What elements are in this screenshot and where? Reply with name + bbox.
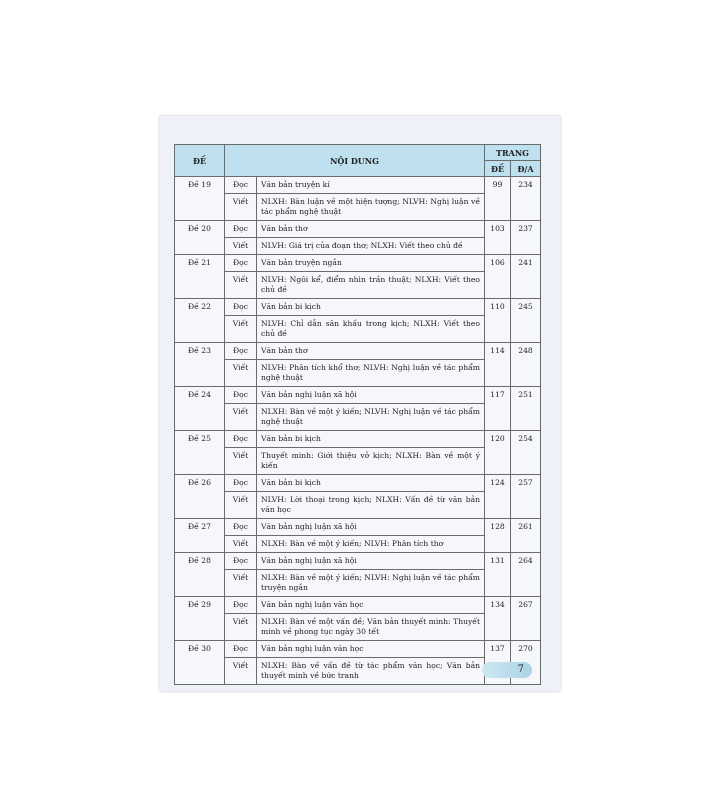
viet-content: NLXH: Bàn về vấn đề từ tác phẩm văn học; Văn bản thuyết minh về bức tranh bbox=[257, 658, 485, 685]
doc-kind: Đọc bbox=[225, 553, 257, 570]
page-de: 120 bbox=[485, 431, 511, 475]
table-body bbox=[175, 177, 541, 685]
page-de: 99 bbox=[485, 177, 511, 221]
de-cell: Đề 28 bbox=[175, 553, 225, 597]
doc-content: Văn bản nghị luận xã hội bbox=[257, 519, 485, 536]
header-de: ĐỀ bbox=[175, 145, 225, 177]
page-de: 124 bbox=[485, 475, 511, 519]
viet-kind: Viết bbox=[225, 448, 257, 475]
table-row bbox=[175, 475, 541, 492]
viet-kind: Viết bbox=[225, 272, 257, 299]
page-de: 131 bbox=[485, 553, 511, 597]
header-de-page: ĐỀ bbox=[485, 161, 511, 177]
doc-content: Văn bản truyện kí bbox=[257, 177, 485, 194]
doc-content: Văn bản truyện ngắn bbox=[257, 255, 485, 272]
doc-kind: Đọc bbox=[225, 387, 257, 404]
de-cell: Đề 30 bbox=[175, 641, 225, 685]
de-cell: Đề 27 bbox=[175, 519, 225, 553]
de-cell: Đề 19 bbox=[175, 177, 225, 221]
viet-kind: Viết bbox=[225, 536, 257, 553]
viet-content: NLVH: Lời thoại trong kịch; NLXH: Vấn đề từ văn bản văn học bbox=[257, 492, 485, 519]
table-of-contents bbox=[174, 144, 541, 685]
viet-kind: Viết bbox=[225, 194, 257, 221]
viet-kind: Viết bbox=[225, 570, 257, 597]
table-row bbox=[175, 255, 541, 272]
page-da: 267 bbox=[511, 597, 541, 641]
table-row bbox=[175, 343, 541, 360]
viet-content: NLVH: Ngôi kể, điểm nhìn trần thuật; NLXH: Viết theo chủ đề bbox=[257, 272, 485, 299]
doc-content: Văn bản nghị luận xã hội bbox=[257, 553, 485, 570]
viet-kind: Viết bbox=[225, 316, 257, 343]
de-cell: Đề 23 bbox=[175, 343, 225, 387]
de-cell: Đề 25 bbox=[175, 431, 225, 475]
page-da: 241 bbox=[511, 255, 541, 299]
page-de: 110 bbox=[485, 299, 511, 343]
viet-content: NLXH: Bàn về một ý kiến; NLVH: Nghị luận về tác phẩm truyện ngắn bbox=[257, 570, 485, 597]
doc-content: Văn bản thơ bbox=[257, 343, 485, 360]
doc-content: Văn bản thơ bbox=[257, 221, 485, 238]
doc-kind: Đọc bbox=[225, 431, 257, 448]
table-row bbox=[175, 597, 541, 614]
doc-content: Văn bản nghị luận văn học bbox=[257, 597, 485, 614]
de-cell: Đề 20 bbox=[175, 221, 225, 255]
doc-content: Văn bản nghị luận xã hội bbox=[257, 387, 485, 404]
page-da: 261 bbox=[511, 519, 541, 553]
doc-kind: Đọc bbox=[225, 221, 257, 238]
header-content: NỘI DUNG bbox=[225, 145, 485, 177]
viet-kind: Viết bbox=[225, 404, 257, 431]
viet-content: NLXH: Bàn về một vấn đề; Văn bản thuyết minh: Thuyết minh về phong tục ngày 30 tết bbox=[257, 614, 485, 641]
page-da: 257 bbox=[511, 475, 541, 519]
table-row bbox=[175, 221, 541, 238]
doc-kind: Đọc bbox=[225, 641, 257, 658]
header-da-page: Đ/A bbox=[511, 161, 541, 177]
page-de: 114 bbox=[485, 343, 511, 387]
page-da: 237 bbox=[511, 221, 541, 255]
table-row bbox=[175, 387, 541, 404]
viet-content: NLXH: Bàn về một ý kiến; NLVH: Nghị luận về tác phẩm nghệ thuật bbox=[257, 404, 485, 431]
doc-kind: Đọc bbox=[225, 475, 257, 492]
doc-content: Văn bản nghị luận văn học bbox=[257, 641, 485, 658]
de-cell: Đề 29 bbox=[175, 597, 225, 641]
page-da: 248 bbox=[511, 343, 541, 387]
page-de: 117 bbox=[485, 387, 511, 431]
doc-kind: Đọc bbox=[225, 255, 257, 272]
viet-kind: Viết bbox=[225, 360, 257, 387]
table-row bbox=[175, 431, 541, 448]
page-de: 137 bbox=[485, 641, 511, 685]
viet-content: NLXH: Bàn luận về một hiện tượng; NLVH: Nghị luận về tác phẩm nghệ thuật bbox=[257, 194, 485, 221]
doc-kind: Đọc bbox=[225, 343, 257, 360]
de-cell: Đề 26 bbox=[175, 475, 225, 519]
page-da: 234 bbox=[511, 177, 541, 221]
viet-kind: Viết bbox=[225, 238, 257, 255]
viet-content: NLVH: Phân tích khổ thơ; NLVH: Nghị luận về tác phẩm nghệ thuật bbox=[257, 360, 485, 387]
doc-content: Văn bản bi kịch bbox=[257, 299, 485, 316]
viet-content: NLVH: Giá trị của đoạn thơ; NLXH: Viết theo chủ đề bbox=[257, 238, 485, 255]
doc-kind: Đọc bbox=[225, 299, 257, 316]
page-da: 254 bbox=[511, 431, 541, 475]
page-number: 7 bbox=[482, 662, 532, 678]
viet-content: NLVH: Chỉ dẫn sân khấu trong kịch; NLXH: Viết theo chủ đề bbox=[257, 316, 485, 343]
page-da: 251 bbox=[511, 387, 541, 431]
page-de: 103 bbox=[485, 221, 511, 255]
page-da: 245 bbox=[511, 299, 541, 343]
viet-kind: Viết bbox=[225, 658, 257, 685]
table-row bbox=[175, 177, 541, 194]
viet-content: NLXH: Bàn về một ý kiến; NLVH: Phân tích thơ bbox=[257, 536, 485, 553]
viet-kind: Viết bbox=[225, 492, 257, 519]
page-de: 134 bbox=[485, 597, 511, 641]
header-trang: TRANG bbox=[485, 145, 541, 161]
doc-kind: Đọc bbox=[225, 519, 257, 536]
table-row bbox=[175, 641, 541, 658]
page-da: 264 bbox=[511, 553, 541, 597]
table-row bbox=[175, 553, 541, 570]
viet-content: Thuyết minh: Giới thiệu vở kịch; NLXH: Bàn về một ý kiến bbox=[257, 448, 485, 475]
de-cell: Đề 21 bbox=[175, 255, 225, 299]
doc-kind: Đọc bbox=[225, 177, 257, 194]
doc-content: Văn bản bi kịch bbox=[257, 431, 485, 448]
page-da: 270 bbox=[511, 641, 541, 685]
table-row bbox=[175, 299, 541, 316]
doc-content: Văn bản bi kịch bbox=[257, 475, 485, 492]
doc-kind: Đọc bbox=[225, 597, 257, 614]
page-de: 128 bbox=[485, 519, 511, 553]
viet-kind: Viết bbox=[225, 614, 257, 641]
table-row bbox=[175, 519, 541, 536]
page-de: 106 bbox=[485, 255, 511, 299]
de-cell: Đề 24 bbox=[175, 387, 225, 431]
book-page bbox=[160, 116, 560, 691]
de-cell: Đề 22 bbox=[175, 299, 225, 343]
